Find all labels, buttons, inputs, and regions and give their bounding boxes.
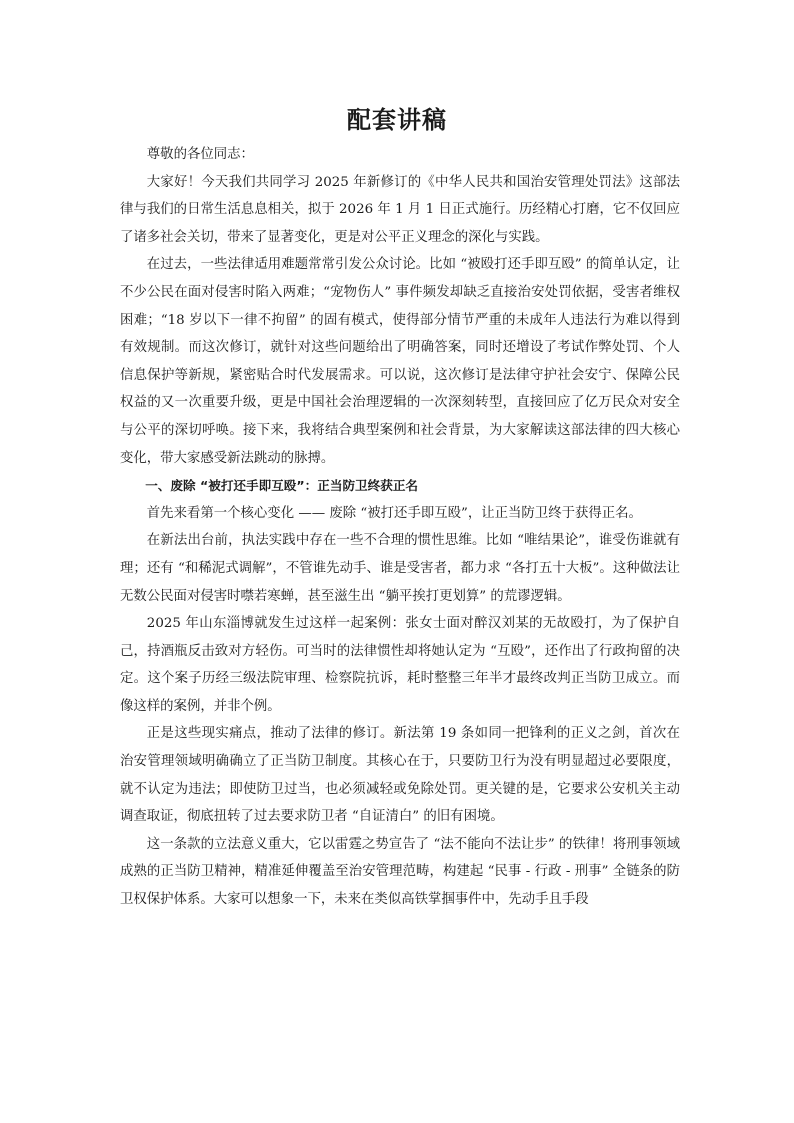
body-paragraph: 在新法出台前，执法实践中存在一些不合理的惯性思维。比如 “唯结果论”，谁受伤谁就有理；还有 “和稀泥式调解”，不管谁先动手、谁是受害者，都力求 “各打五十大板”。这种做法让无数公民面对侵害时噤若寒蝉，甚至滋生出 “躺平挨打更划算” 的荒谬逻辑。 — [120, 533, 680, 604]
body-paragraph: 首先来看第一个核心变化 —— 废除 “被打还手即互殴”，让正当防卫终于获得正名。 — [146, 505, 642, 521]
salutation-paragraph: 尊敬的各位同志： — [146, 147, 254, 162]
body-paragraph: 这一条款的立法意义重大，它以雷霆之势宣告了 “法不能向不法让步” 的铁律！将刑事领域成熟的正当防卫精神，精准延伸覆盖至治安管理范畴，构建起 “民事 - 行政 - 刑事” 全链条的防卫权保护体系。大家可以想象一下，未来在类似高铁掌掴事件中，先动手且手段 — [120, 836, 680, 908]
case-paragraph: 2025 年山东淄博就发生过这样一起案例：张女士面对醉汉刘某的无故殴打，为了保护自己，持酒瓶反击致对方轻伤。可当时的法律惯性却将她认定为 “互殴”，还作出了行政拘留的决定。这个案子历经三级法院审理、检察院抗诉，耗时整整三年半才最终改判正当防卫成立。而像这样的案例，并非个例。 — [120, 616, 680, 714]
intro-paragraph: 大家好！今天我们共同学习 2025 年新修订的《中华人民共和国治安管理处罚法》这部法律与我们的日常生活息息相关，拟于 2026 年 1 月 1 日正式施行。历经精心打磨，它不仅回应了诸多社会关切，带来了显著变化，更是对公平正义理念的深化与实践。 — [120, 174, 680, 245]
background-paragraph: 在过去，一些法律适用难题常常引发公众讨论。比如 “被殴打还手即互殴” 的简单认定，让不少公民在面对侵害时陷入两难；“宠物伤人” 事件频发却缺乏直接治安处罚依据，受害者维权困难；“18 岁以下一律不拘留” 的固有模式，使得部分情节严重的未成年人违法行为难以得到有效规制。而这次修订，就针对这些问题给出了明确答案，同时还增设了考试作弊处罚、个人信息保护等新规，紧密贴合时代发展需求。可以说，这次修订是法律守护社会安宁、保障公民权益的又一次重要升级，更是中国社会治理逻辑的一次深刻转型，直接回应了亿万民众对安全与公平的深切呼唤。接下来，我将结合典型案例和社会背景，为大家解读这部法律的四大核心变化，带大家感受新法跳动的脉搏。 — [120, 257, 680, 466]
body-paragraph: 正是这些现实痛点，推动了法律的修订。新法第 19 条如同一把锋利的正义之剑，首次在治安管理领域明确确立了正当防卫制度。其核心在于，只要防卫行为没有明显超过必要限度，就不认定为违法；即使防卫过当，也必须减轻或免除处罚。更关键的是，它要求公安机关主动调查取证，彻底扭转了过去要求防卫者 “自证清白” 的旧有困境。 — [120, 726, 680, 825]
page-title: 配套讲稿 — [347, 106, 447, 134]
document-body — [120, 141, 680, 914]
section-heading: 一、废除 “被打还手即互殴”：正当防卫终获正名 — [145, 478, 419, 494]
